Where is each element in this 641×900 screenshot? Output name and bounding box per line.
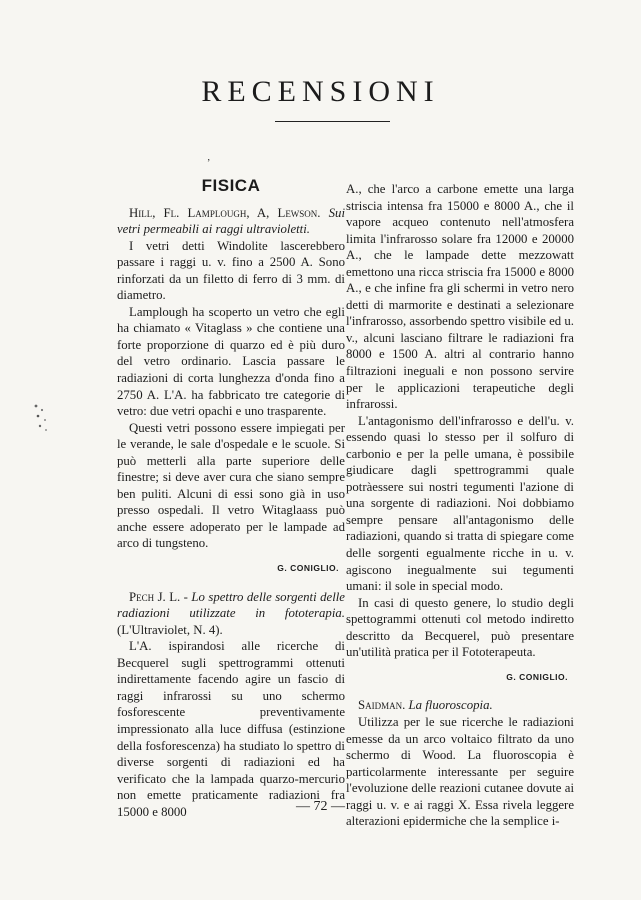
review-paragraph: L'antagonismo dell'infrarosso e dell'u. v. essendo quasi lo stesso per il solfuro di carbonio e per la pelle umana, è possibile giudicare dagli spettrogrammi quale potràessere sui nostri tegumenti l'azione di una sorgente di radiazioni. Noi dobbiamo sempre pensare all'antagonismo delle radiazioni, quando si tratta di spiegare come delle sorgenti egualmente ricche in u. v. agiscono inegualmente sui tegumenti umani: il sole in special modo. xyxy=(346,413,574,594)
section-heading: FISICA xyxy=(201,176,261,195)
page-title: RECENSIONI xyxy=(201,75,440,108)
margin-smudge xyxy=(30,400,52,438)
review-paragraph: L'A. ispirandosi alle ricerche di Becquerel sugli spettrogrammi ottenuti indirettamente facendo agire un fascio di raggi infrarossi su uno schermo fosforescente preventivamente impressionato alla luce diffusa (estinzione della fosforescenza) ha studiato lo spettro di diverse sorgenti di radiazioni ed ha verificato che la lampada quarzo-mercurio non emette praticamente radiazioni fra 15000 e 8000 xyxy=(117,639,345,819)
review-authors: Saidman. xyxy=(358,698,406,713)
review-signature: G. CONIGLIO. xyxy=(506,671,568,682)
review-work-title: Sui vetri permeabili ai raggi ultravioletti. xyxy=(117,205,345,237)
review-authors: Hill, Fl. Lamplough, A, Lewson. xyxy=(129,205,321,220)
review-work-title: La fluoroscopia. xyxy=(408,698,493,713)
review-signature: G. CONIGLIO. xyxy=(277,563,339,574)
review-source: (L'Ultraviolet, N. 4). xyxy=(117,622,223,637)
ink-mark: ʼ xyxy=(207,158,211,169)
review-paragraph: Questi vetri possono essere impiegati per le verande, le sale d'ospedale e le scuole. Si può metterli alla parte superiore delle finestre; si deve aver cura che siano sempre ben puliti. Alcuni di essi sono già in uso presso ospedali. Il vetro Witaglaass può anche essere adoperato per le lampade ad arco di tungsteno. xyxy=(117,420,345,551)
review-reference xyxy=(117,205,345,238)
left-column xyxy=(117,178,345,820)
review-paragraph: I vetri detti Windolite lascerebbero passare i raggi u. v. fino a 2500 A. Sono rinforzati da un filetto di ferro di 3 mm. di diametro. xyxy=(117,238,345,303)
review-work-title: Lo spettro delle sorgenti delle radiazioni utilizzate in fototerapia. xyxy=(117,589,345,621)
review-reference xyxy=(346,697,574,714)
review-paragraph: Utilizza per le sue ricerche le radiazioni emesse da un arco voltaico filtrato da uno schermo di Wood. La fluoroscopia è particolarmente interessante per seguire l'evoluzione delle reazioni cutanee dovute ai raggi u. v. e ai raggi X. Essa rivela leggere alterazioni epidermiche che la semplice i- xyxy=(346,714,574,829)
review-reference xyxy=(117,589,345,639)
right-column xyxy=(346,181,574,830)
review-paragraph: Lamplough ha scoperto un vetro che egli ha chiamato « Vitaglass » che contiene una forte proporzione di quarzo ed è più duro del vetro ordinario. Lascia passare le radiazioni di corta lunghezza d'onda fino a 2750 A. L'A. ha fabbricato tre categorie di vetro: due vetri opachi e uno trasparente. xyxy=(117,304,345,419)
review-paragraph: In casi di questo genere, lo studio degli spettogrammi ottenuti col metodo indiretto descritto da Becquerel, può presentare un'utilità pratica per il Fototerapeuta. xyxy=(346,595,574,660)
review-paragraph: A., che l'arco a carbone emette una larga striscia intensa fra 15000 e 8000 A., che il vapore acqueo contenuto nell'atmosfera limita l'infrarosso solare fra 12000 e 20000 A., che le lampade dette mezzowatt emettono una ricca striscia fra 15000 e 8000 A., e che infine fra gli schermi in vetro nero detti di marmorite e destinati a selezionare l'infrarosso, assorbendo spettro visibile ed u. v., alcuni lasciano filtrare le radiazioni fra 8000 e 1500 A. altri al contrario hanno filtrazioni ineguali e non possono servire per le applicazioni terapeutiche degli infrarossi. xyxy=(346,182,574,412)
review-authors: Pech J. L. - xyxy=(129,589,188,604)
page-number: — 72 — xyxy=(296,799,345,814)
title-divider xyxy=(275,121,390,122)
